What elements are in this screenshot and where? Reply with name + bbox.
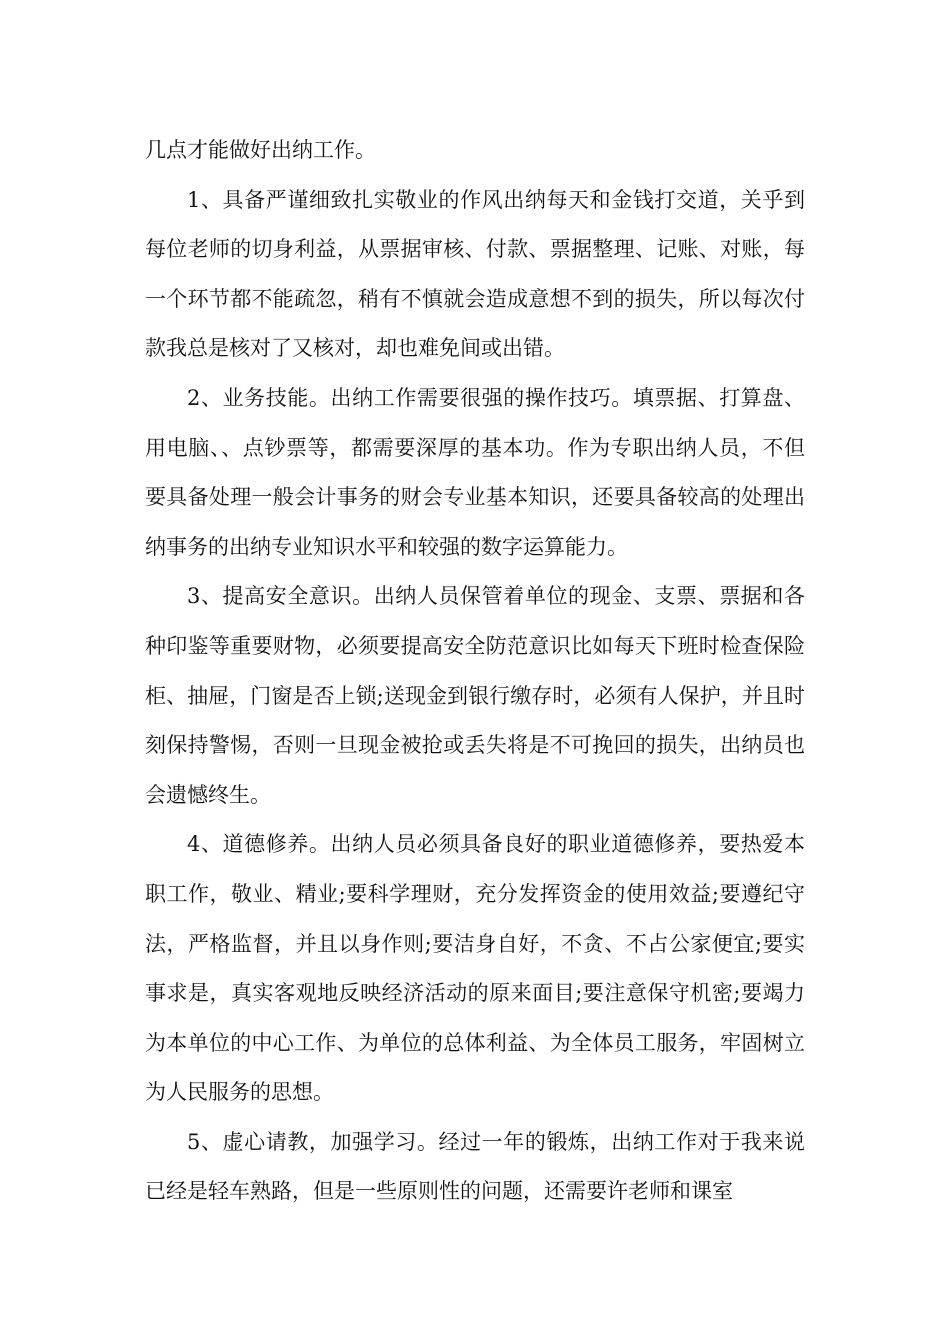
paragraph-continuation: 几点才能做好出纳工作。	[145, 138, 376, 162]
paragraph-4-moral-cultivation: 4、道德修养。出纳人员必须具备良好的职业道德修养，要热爱本职工作，敬业、精业;要科学理财，充分发挥资金的使用效益;要遵纪守法，严格监督，并且以身作则;要洁身自好，不贪、不占公家便宜;要实事求是，真实客观地反映经济活动的原来面目;要注意保守机密;要竭力为本单位的中心工作、为单位的总体利益、为全体员工服务，牢固树立为人民服务的思想。	[145, 832, 805, 1105]
document-body	[145, 126, 805, 1217]
paragraph-5-learning: 5、虚心请教，加强学习。经过一年的锻炼，出纳工作对于我来说已经是轻车熟路，但是一些原则性的问题，还需要许老师和课室	[145, 1129, 805, 1204]
paragraph-1-work-attitude: 1、具备严谨细致扎实敬业的作风出纳每天和金钱打交道，关乎到每位老师的切身利益，从票据审核、付款、票据整理、记账、对账，每一个环节都不能疏忽，稍有不慎就会造成意想不到的损失，所以每次付款我总是核对了又核对，却也难免间或出错。	[145, 187, 805, 361]
paragraph-2-business-skills: 2、业务技能。出纳工作需要很强的操作技巧。填票据、打算盘、用电脑、、点钞票等，都需要深厚的基本功。作为专职出纳人员，不但要具备处理一般会计事务的财会专业基本知识，还要具备较高的处理出纳事务的出纳专业知识水平和较强的数字运算能力。	[145, 385, 805, 559]
paragraph-3-safety-awareness: 3、提高安全意识。出纳人员保管着单位的现金、支票、票据和各种印鉴等重要财物，必须要提高安全防范意识比如每天下班时检查保险柜、抽屉，门窗是否上锁;送现金到银行缴存时，必须有人保护，并且时刻保持警惕，否则一旦现金被抢或丢失将是不可挽回的损失，出纳员也会遗憾终生。	[145, 584, 805, 807]
